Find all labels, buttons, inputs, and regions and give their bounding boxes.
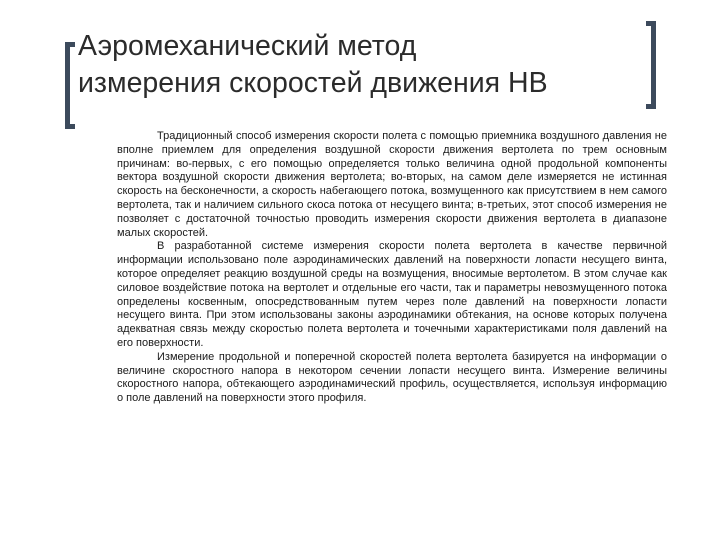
slide-body <box>117 130 667 406</box>
paragraph: Традиционный способ измерения скорости полета с помощью приемника воздушного давления не вполне приемлем для определения воздушной скорости движения вертолета по трем основным причинам: во-первых, с его помощью определяется только величина одной продольной компоненты вектора воздушной скорости движения вертолета; во-вторых, на самом деле измеряется не истинная скорость на бесконечности, а скорость набегающего потока, возмущенного как присутствием в нем самого вертолета, так и наличием сильного скоса потока от несущего винта; в-третьих, этот способ измерения не позволяет с достаточной точностью проводить измерения скорости движения вертолета в диапазоне малых скоростей. <box>117 130 667 239</box>
paragraph: В разработанной системе измерения скорости полета вертолета в качестве первичной информации использовано поле аэродинамических давлений на поверхности лопасти несущего винта, которое определяет реакцию воздушной среды на возмущения, вносимые вертолетом. В этом случае как силовое воздействие потока на вертолет и отдельные его части, так и параметры невозмущенного потока определены косвенным, опосредствованным путем через поле давлений на поверхности лопасти несущего винта. При этом использованы законы аэродинамики обтекания, на основе которых получена адекватная связь между скоростью полета вертолета и точечными характеристиками поля давлений на его поверхности. <box>117 240 667 349</box>
slide-title-line-2: измерения скоростей движения НВ <box>78 67 548 99</box>
slide-title-line-1: Аэромеханический метод <box>78 30 417 62</box>
left-bracket-decoration <box>65 42 75 129</box>
slide-title <box>78 28 648 102</box>
paragraph: Измерение продольной и поперечной скоростей полета вертолета базируется на информации о величине скоростного напора в некотором сечении лопасти несущего винта. Измерение величины скоростного напора, обтекающего аэродинамический профиль, осуществляется, используя информацию о поле давлений на поверхности этого профиля. <box>117 350 667 405</box>
